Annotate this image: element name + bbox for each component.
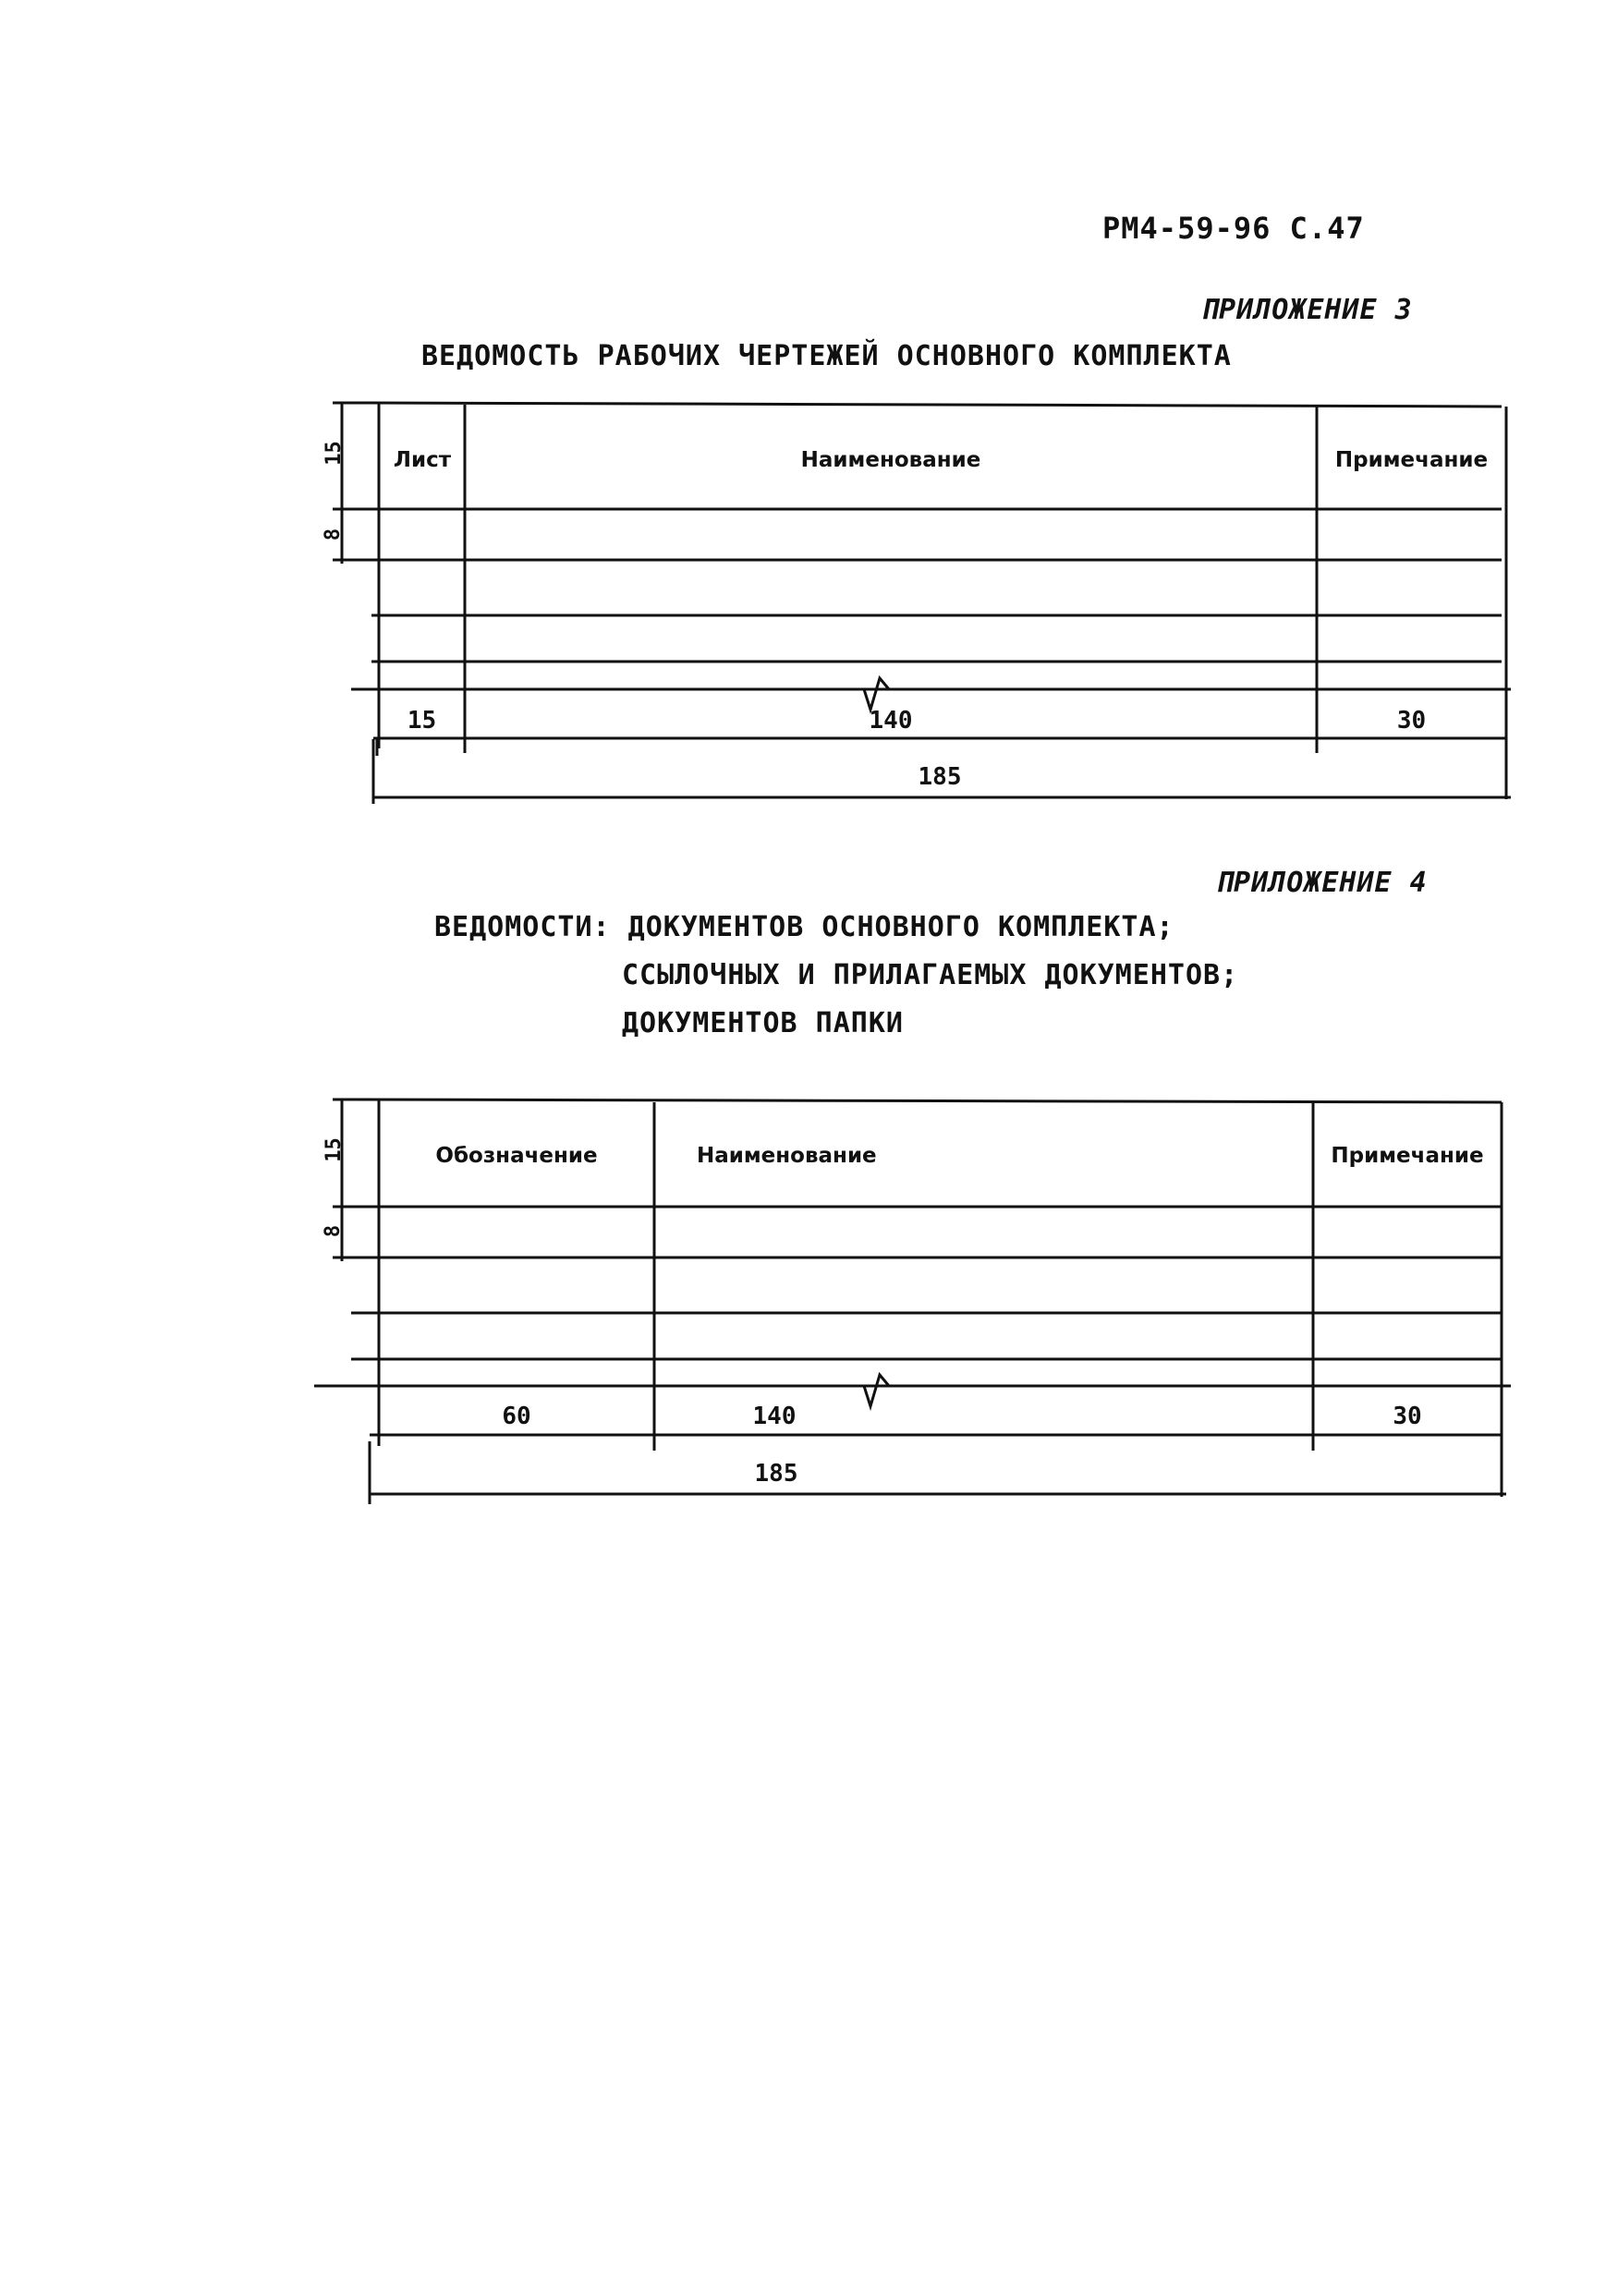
appendix-4-title-line-2: ССЫЛОЧНЫХ И ПРИЛАГАЕМЫХ ДОКУМЕНТОВ; [622,959,1239,991]
table-1-row-height-data: 8 [322,528,346,541]
table-1-width-col3: 30 [1396,707,1427,735]
appendix-3-label: ПРИЛОЖЕНИЕ 3 [1201,294,1413,326]
table-1-total-width: 185 [918,763,962,791]
table-2-width-col1: 60 [502,1403,531,1430]
table-2-row-height-header: 15 [322,1137,346,1162]
table-2-header-designation: Обозначение [435,1144,598,1168]
appendix-4-title-line-3: ДОКУМЕНТОВ ПАПКИ [622,1007,904,1039]
table-2-row-height-data: 8 [322,1224,346,1238]
appendix-4-label: ПРИЛОЖЕНИЕ 4 [1216,867,1428,899]
table-2-header-name: Наименование [697,1144,877,1168]
table-1-width-col1: 15 [407,707,437,735]
table-1-row-height-header: 15 [322,441,346,466]
table-1-header-name: Наименование [800,448,981,472]
appendix-3-title: ВЕДОМОСТЬ РАБОЧИХ ЧЕРТЕЖЕЙ ОСНОВНОГО КОМПЛЕКТА [421,340,1232,372]
table-1-header-sheet: Лист [393,448,452,472]
appendix-4-title-line-1: ВЕДОМОСТИ: ДОКУМЕНТОВ ОСНОВНОГО КОМПЛЕКТА; [434,911,1174,943]
table-2-width-col2: 140 [752,1403,797,1430]
table-2-header-note: Примечание [1331,1144,1484,1168]
table-1-width-col2: 140 [869,707,913,735]
table-2-width-col3: 30 [1393,1403,1422,1430]
document-code: РМ4-59-96 С.47 [1102,211,1365,246]
table-1-header-note: Примечание [1334,448,1489,472]
table-2-total-width: 185 [754,1460,798,1488]
